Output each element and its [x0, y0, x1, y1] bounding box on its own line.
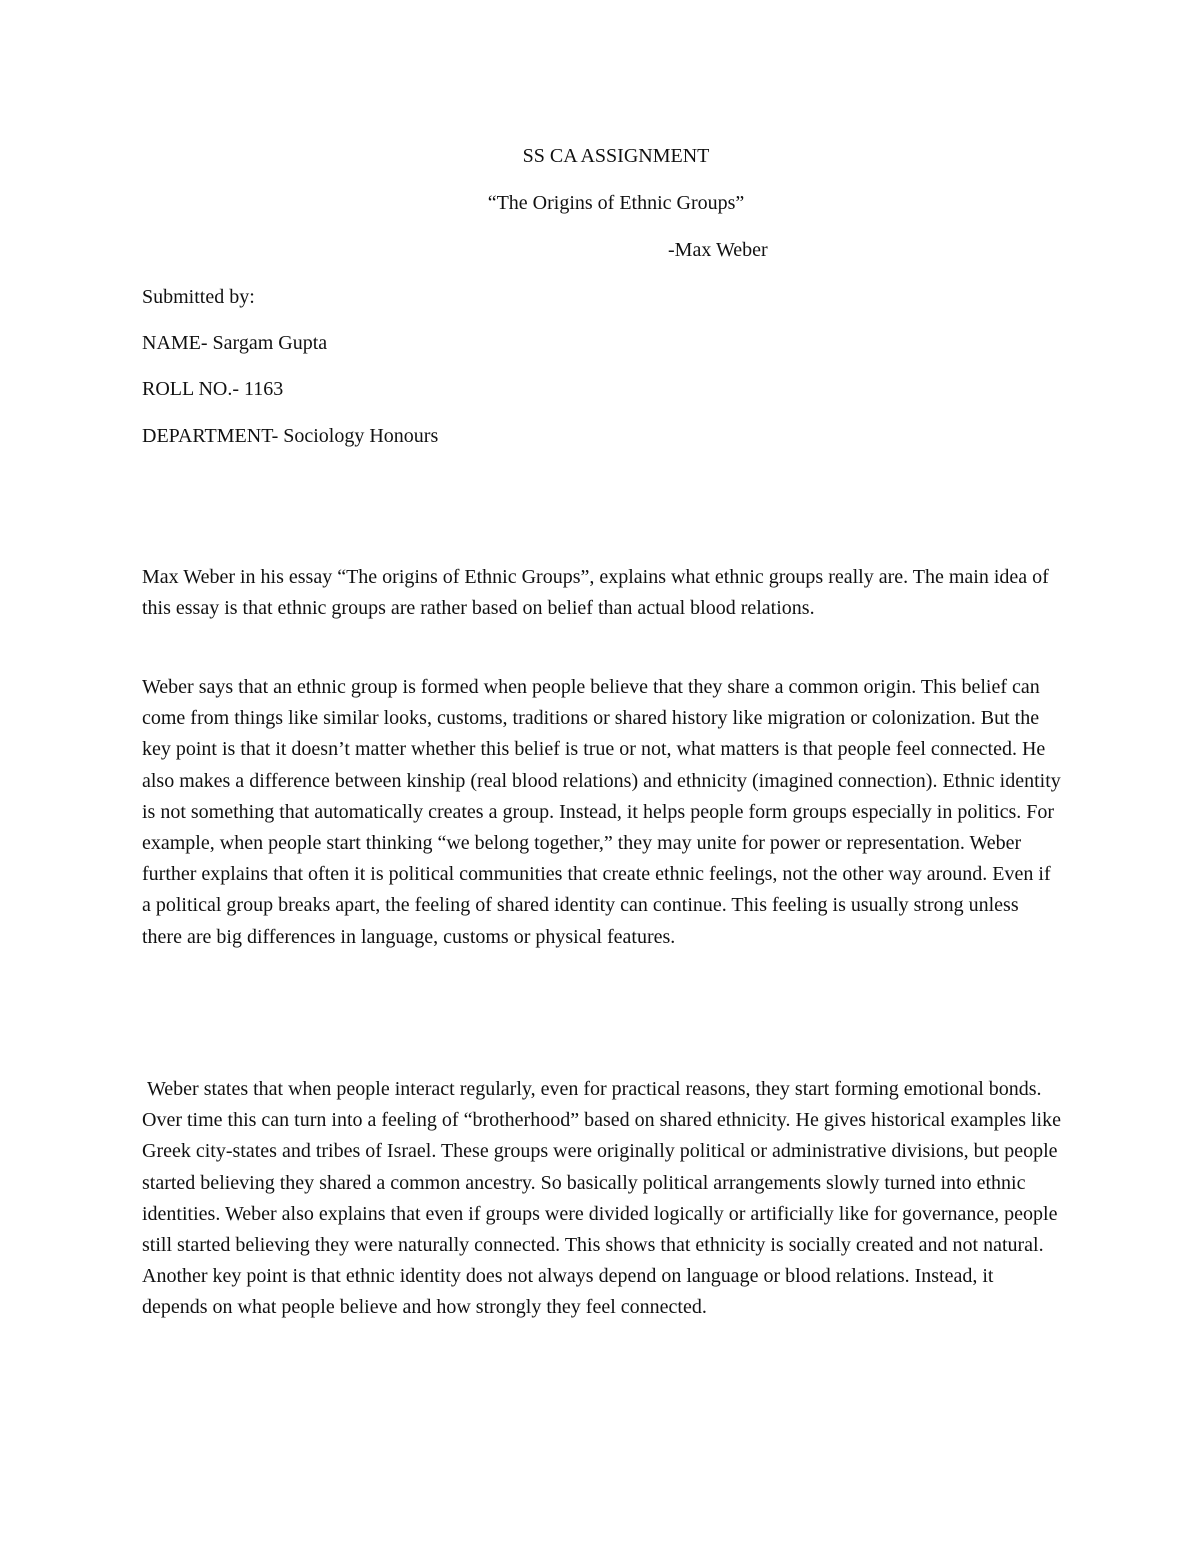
- submission-label: Submitted by:: [142, 286, 255, 308]
- essay-author: -Max Weber: [668, 239, 768, 261]
- body-paragraph-2: Weber says that an ethnic group is formed when people believe that they share a common origin. This belief can come from things like similar looks, customs, traditions or shared history like migration or colonization. But the key point is that it doesn’t matter whether this belief is true or not, what matters is that people feel connected. He also makes a difference between kinship (real blood relations) and ethnicity (imagined connection). Ethnic identity is not something that automatically creates a group. Instead, it helps people form groups especially in politics. For example, when people start thinking “we belong together,” they may unite for power or representation. Weber further explains that often it is political communities that create ethnic feelings, not the other way around. Even if a political group breaks apart, the feeling of shared identity can continue. This feeling is usually strong unless there are big differences in language, customs or physical features.: [142, 676, 1061, 948]
- student-name: NAME- Sargam Gupta: [142, 332, 328, 354]
- essay-title: “The Origins of Ethnic Groups”: [487, 192, 745, 214]
- department: DEPARTMENT- Sociology Honours: [142, 425, 439, 447]
- roll-number: ROLL NO.- 1163: [142, 378, 284, 400]
- body-paragraph-1: Max Weber in his essay “The origins of Ethnic Groups”, explains what ethnic groups really are. The main idea of this essay is that ethnic groups are rather based on belief than actual blood relations.: [142, 566, 1049, 620]
- body-paragraph-3: Weber states that when people interact regularly, even for practical reasons, they start forming emotional bonds. Over time this can turn into a feeling of “brotherhood” based on shared ethnicity. He gives historical examples like Greek city-states and tribes of Israel. These groups were originally political or administrative divisions, but people started believing they shared a common ancestry. So basically political arrangements slowly turned into ethnic identities. Weber also explains that even if groups were divided logically or artificially like for governance, people still started believing they were naturally connected. This shows that ethnicity is socially created and not natural. Another key point is that ethnic identity does not always depend on language or blood relations. Instead, it depends on what people believe and how strongly they feel connected.: [142, 1078, 1066, 1319]
- document-title: SS CA ASSIGNMENT: [522, 145, 710, 167]
